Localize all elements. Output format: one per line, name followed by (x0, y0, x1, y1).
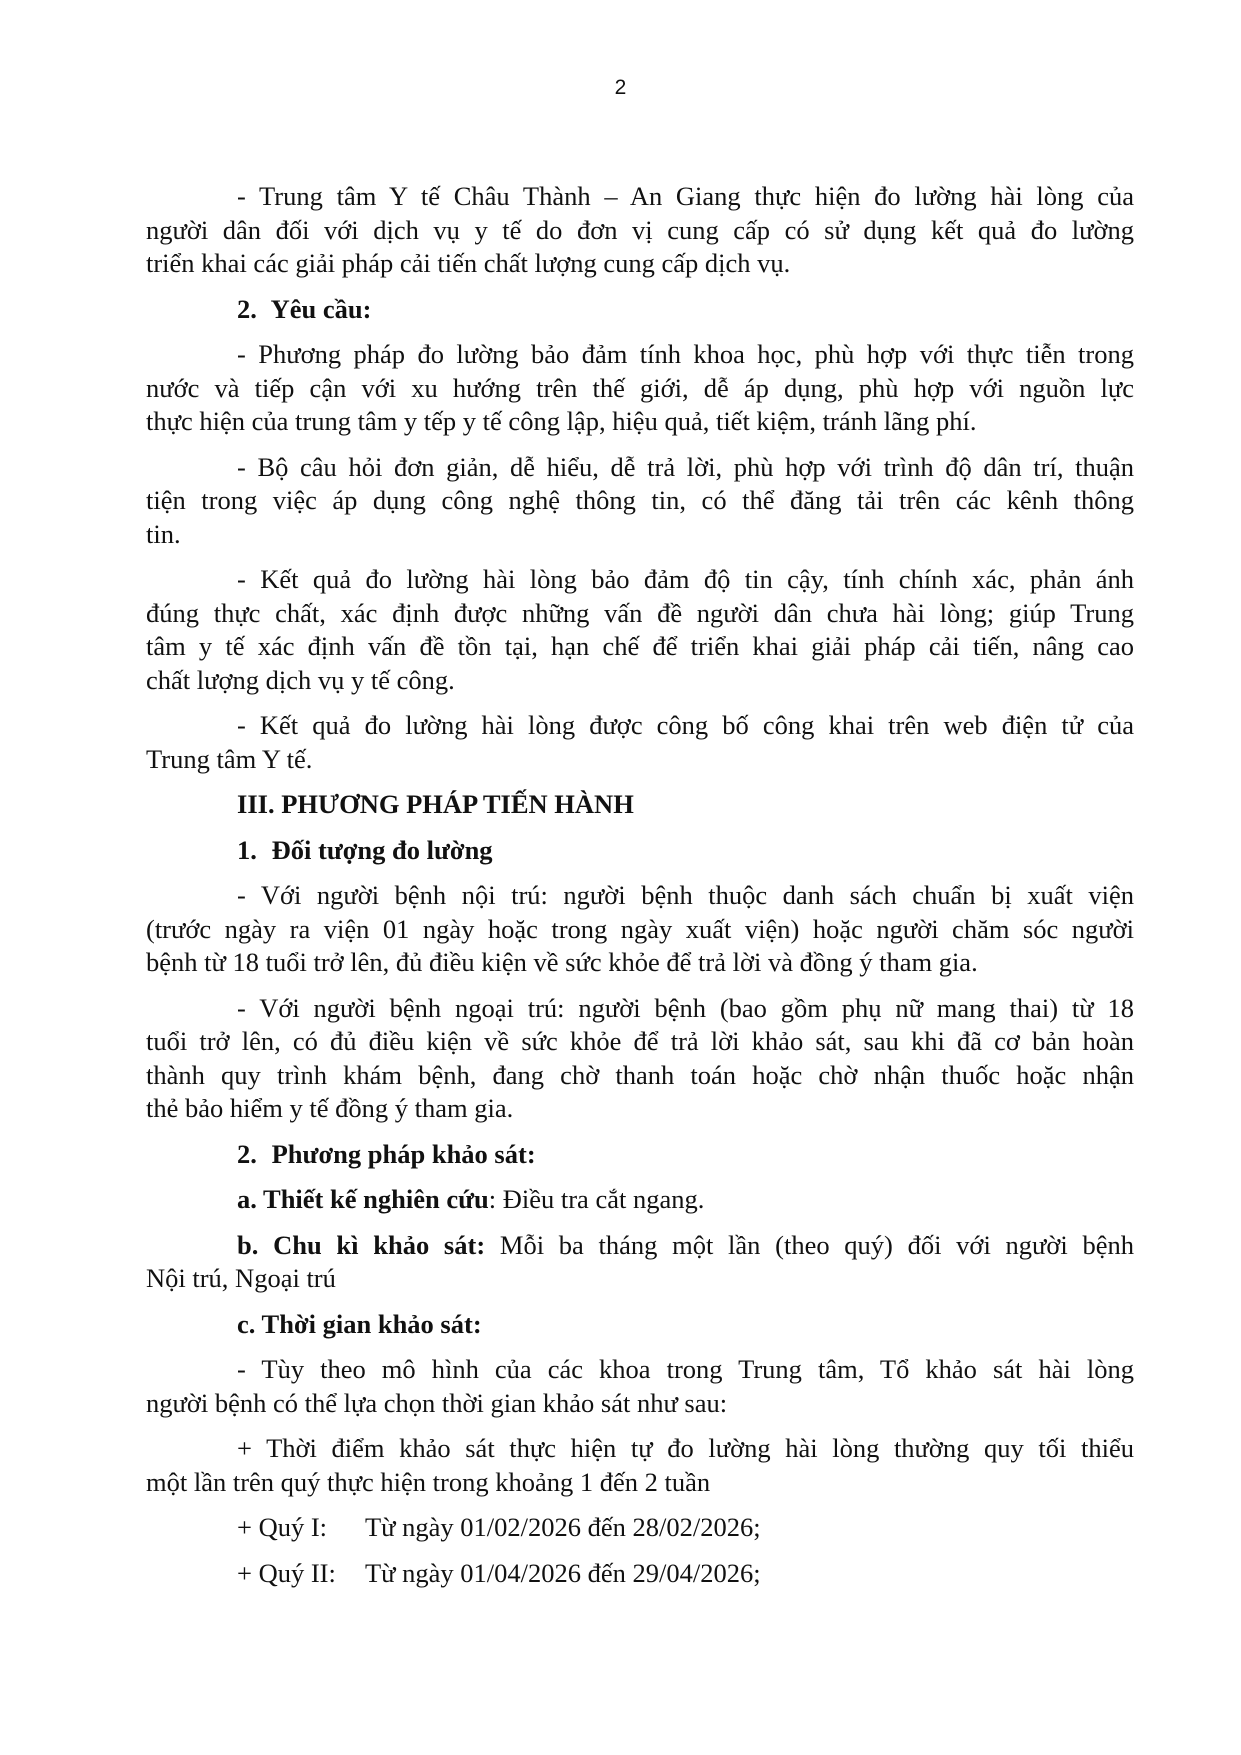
text-line: tin. (146, 518, 181, 549)
paragraph-results (146, 563, 1134, 697)
paragraph-inpatient (146, 879, 1134, 980)
text-line: tuổi trở lên, có đủ điều kiện về sức khỏe để trả lời khảo sát, sau khi đã cơ bản hoàn (146, 1026, 1134, 1056)
text-line: thành quy trình khám bệnh, đang chờ thanh toán hoặc chờ nhận thuốc hoặc nhận (146, 1059, 1134, 1090)
text-line: một lần trên quý thực hiện trong khoảng 1 đến 2 tuần (146, 1466, 711, 1497)
paragraph-publication (146, 709, 1134, 776)
text-line: - Phương pháp đo lường bảo đảm tính khoa học, phù hợp với thực tiễn trong (237, 339, 1134, 369)
text-line: người bệnh có thể lựa chọn thời gian khảo sát như sau: (146, 1387, 728, 1418)
section-heading-iii: III. PHƯƠNG PHÁP TIẾN HÀNH (237, 789, 634, 819)
text-line: tâm y tế xác định vấn đề tồn tại, hạn chế để triển khai giải pháp cải tiến, nâng cao (146, 631, 1134, 661)
paragraph-survey-cycle (146, 1229, 1134, 1296)
text-line: tiện trong việc áp dụng công nghệ thông tin, có thể đăng tải trên các kênh thông (146, 485, 1134, 515)
text-line (146, 1229, 1134, 1263)
text-line: người dân đối với dịch vụ y tế do đơn vị cung cấp có sử dụng kết quả đo lường (146, 214, 1134, 245)
survey-cycle-text: Mỗi ba tháng một lần (theo quý) đối với người bệnh (485, 1229, 1134, 1260)
text-line: - Trung tâm Y tế Châu Thành – An Giang thực hiện đo lường hài lòng của (237, 181, 1134, 211)
text-line: (trước ngày ra viện 01 ngày hoặc trong ngày xuất viện) hoặc người chăm sóc người (146, 913, 1134, 944)
paragraph-study-design (146, 1183, 1134, 1217)
text-line: - Kết quả đo lường hài lòng được công bố công khai trên web điện tử của (237, 710, 1134, 740)
text-line: - Kết quả đo lường hài lòng bảo đảm độ tin cậy, tính chính xác, phản ánh (237, 564, 1134, 594)
text-line: triển khai các giải pháp cải tiến chất lượng cung cấp dịch vụ. (146, 248, 791, 278)
text-line: + Thời điểm khảo sát thực hiện tự đo lường hài lòng thường quy tối thiểu (237, 1433, 1134, 1463)
page-number: 2 (614, 76, 627, 99)
text-line: thẻ bảo hiểm y tế đồng ý tham gia. (146, 1093, 514, 1123)
paragraph-survey-timing (146, 1432, 1134, 1499)
heading-text: Yêu cầu: (270, 293, 372, 324)
heading-subjects (146, 834, 1134, 868)
quarter-range: Từ ngày 01/02/2026 đến 28/02/2026; (365, 1512, 761, 1542)
text-line: bệnh từ 18 tuổi trở lên, đủ điều kiện về sức khỏe để trả lời và đồng ý tham gia. (146, 947, 978, 977)
quarter-label: + Quý I: (237, 1512, 328, 1542)
text-line: - Bộ câu hỏi đơn giản, dễ hiểu, dễ trả lời, phù hợp với trình độ dân trí, thuận (237, 451, 1134, 482)
heading-number: 2. (237, 293, 257, 324)
heading-number: 2. (237, 1138, 257, 1169)
text-line: thực hiện của trung tâm y tếp y tế công lập, hiệu quả, tiết kiệm, tránh lãng phí. (146, 406, 977, 436)
text-line: nước và tiếp cận với xu hướng trên thế giới, dễ áp dụng, phù hợp với nguồn lực (146, 372, 1134, 403)
text-line: - Với người bệnh ngoại trú: người bệnh (bao gồm phụ nữ mang thai) từ 18 (237, 992, 1134, 1023)
heading-survey-time: c. Thời gian khảo sát: (237, 1308, 482, 1339)
paragraph-questionnaire (146, 451, 1134, 552)
heading-survey-method (146, 1138, 1134, 1172)
text-line: - Với người bệnh nội trú: người bệnh thuộc danh sách chuẩn bị xuất viện (237, 880, 1134, 910)
quarter-item (146, 1511, 1134, 1545)
heading-number: 1. (237, 834, 257, 865)
text-line: đúng thực chất, xác định được những vấn đề người dân chưa hài lòng; giúp Trung (146, 597, 1134, 628)
paragraph-intro (146, 180, 1134, 281)
text-line: Trung tâm Y tế. (146, 743, 313, 774)
paragraph-outpatient (146, 992, 1134, 1126)
paragraph-method (146, 338, 1134, 439)
study-design-text: : Điều tra cắt ngang. (488, 1184, 705, 1214)
quarter-range: Từ ngày 01/04/2026 đến 29/04/2026; (365, 1557, 761, 1588)
text-line (146, 1183, 1134, 1217)
quarter-item (146, 1557, 1134, 1591)
heading-requirements (146, 293, 1134, 327)
paragraph-time-options (146, 1353, 1134, 1420)
text-line: chất lượng dịch vụ y tế công. (146, 664, 455, 695)
study-design-label: a. Thiết kế nghiên cứu (237, 1184, 489, 1214)
heading-text: Đối tượng đo lường (271, 834, 493, 865)
document-body (146, 180, 1134, 1602)
text-line: Nội trú, Ngoại trú (146, 1263, 336, 1293)
text-line: - Tùy theo mô hình của các khoa trong Trung tâm, Tổ khảo sát hài lòng (237, 1354, 1134, 1384)
survey-cycle-label: b. Chu kì khảo sát: (237, 1229, 486, 1260)
heading-text: Phương pháp khảo sát: (271, 1138, 536, 1169)
quarter-label: + Quý II: (237, 1557, 336, 1588)
